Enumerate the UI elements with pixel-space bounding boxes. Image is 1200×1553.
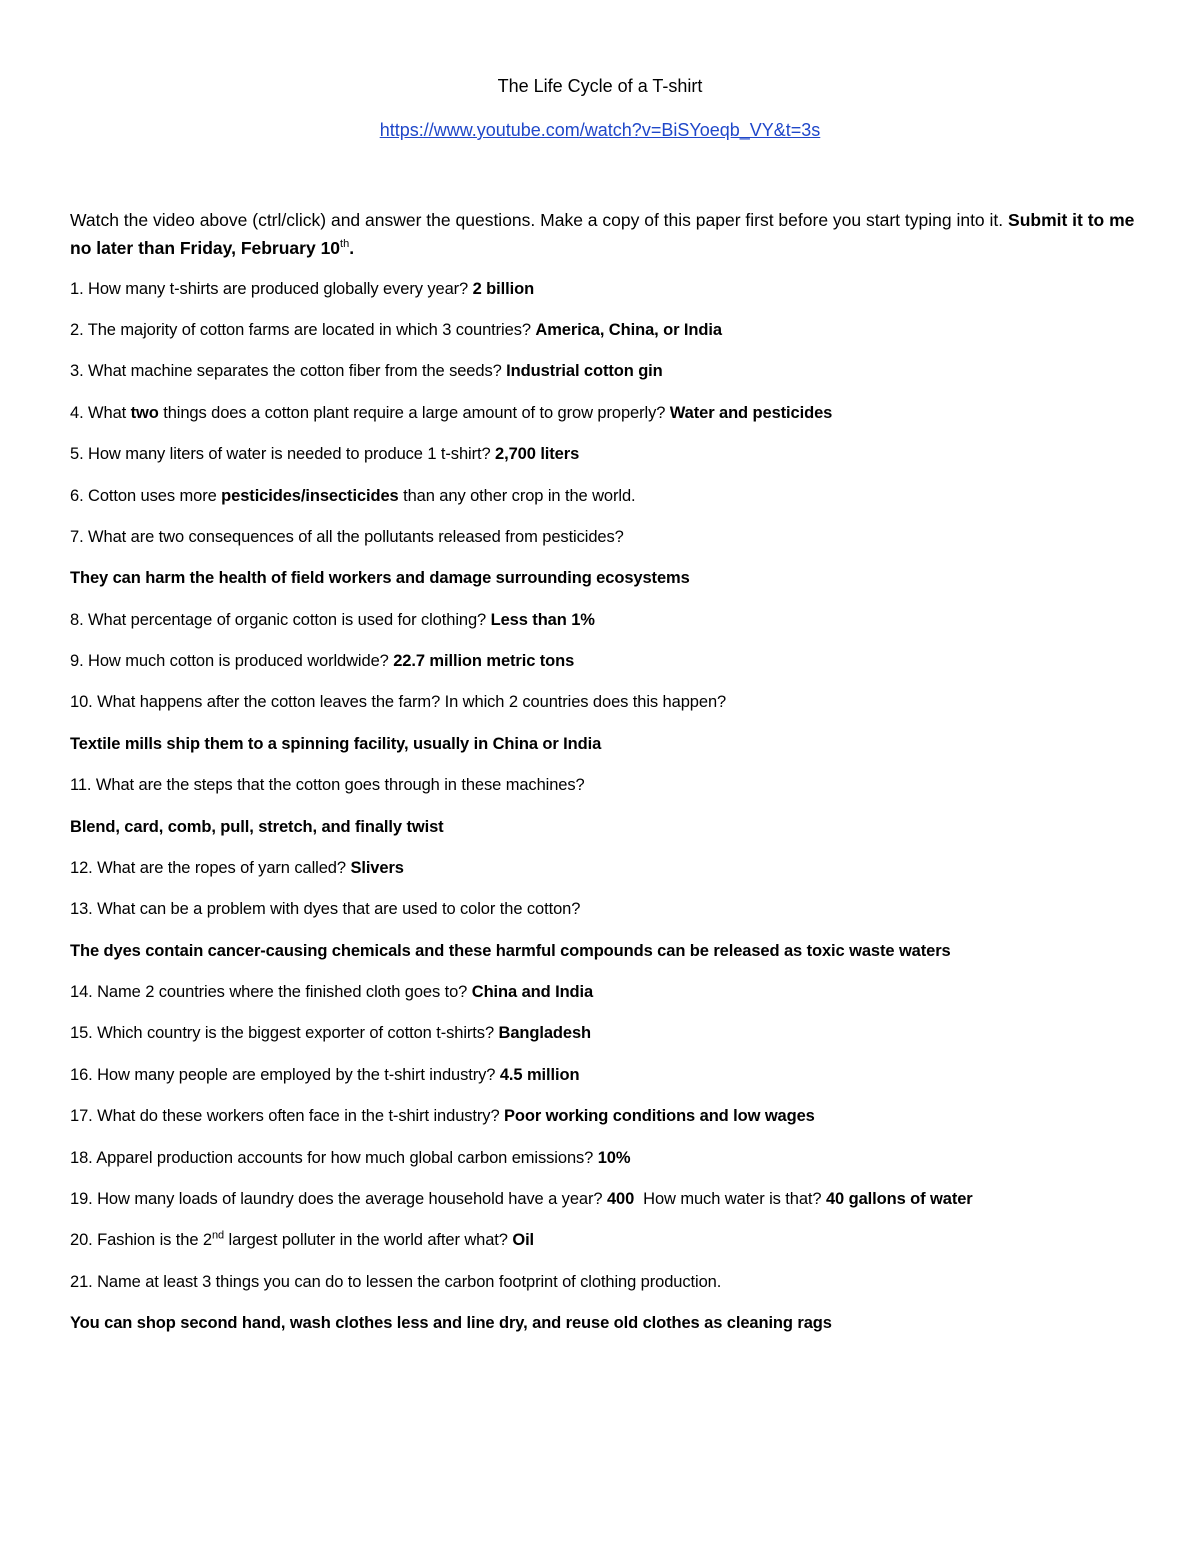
answer: 2 billion bbox=[472, 280, 535, 298]
answer: Oil bbox=[512, 1231, 535, 1249]
answer: Poor working conditions and low wages bbox=[504, 1107, 815, 1125]
qa-line-12 bbox=[70, 857, 1150, 879]
answer: America, China, or India bbox=[535, 321, 722, 339]
question: 15. Which country is the biggest exporter of cotton t-shirts? bbox=[70, 1024, 495, 1042]
answer-followup: 40 gallons of water bbox=[825, 1190, 973, 1208]
qa-line-19 bbox=[70, 1188, 1150, 1210]
question: 17. What do these workers often face in the t-shirt industry? bbox=[70, 1107, 500, 1125]
question: 3. What machine separates the cotton fiber from the seeds? bbox=[70, 362, 502, 380]
question: things does a cotton plant require a large amount of to grow properly? bbox=[163, 404, 666, 422]
question: largest polluter in the world after what? bbox=[228, 1231, 508, 1249]
instructions-deadline: Submit it to me no later than Friday, February 10 bbox=[70, 210, 1135, 258]
answer: 22.7 million metric tons bbox=[393, 652, 575, 670]
instructions-text: Watch the video above (ctrl/click) and answer the questions. Make a copy of this paper first before you start typing into it. bbox=[70, 210, 1004, 230]
question: 12. What are the ropes of yarn called? bbox=[70, 859, 346, 877]
answer: 10% bbox=[597, 1149, 631, 1167]
answer-line-11 bbox=[70, 816, 1150, 838]
answer: You can shop second hand, wash clothes less and line dry, and reuse old clothes as cleaning rags bbox=[70, 1314, 832, 1332]
question: 11. What are the steps that the cotton goes through in these machines? bbox=[70, 776, 585, 794]
deadline-ordinal: th bbox=[340, 238, 350, 251]
question: 1. How many t-shirts are produced globally every year? bbox=[70, 280, 469, 298]
question: 10. What happens after the cotton leaves the farm? In which 2 countries does this happen? bbox=[70, 693, 727, 711]
answer: 4.5 million bbox=[499, 1066, 580, 1084]
question: 9. How much cotton is produced worldwide? bbox=[70, 652, 389, 670]
question: 19. How many loads of laundry does the average household have a year? bbox=[70, 1190, 603, 1208]
qa-line-15 bbox=[70, 1022, 1150, 1044]
answer: Less than 1% bbox=[490, 611, 595, 629]
question-start: 20. Fashion is the 2 bbox=[70, 1231, 213, 1249]
question: 8. What percentage of organic cotton is used for clothing? bbox=[70, 611, 487, 629]
video-link[interactable]: https://www.youtube.com/watch?v=BiSYoeqb_VY&t=3s bbox=[379, 120, 821, 140]
question-start: 4. What bbox=[70, 404, 127, 422]
answer-line-7 bbox=[70, 567, 1150, 589]
qa-line-5 bbox=[70, 443, 1150, 465]
answer: Industrial cotton gin bbox=[506, 362, 663, 380]
question: 5. How many liters of water is needed to produce 1 t-shirt? bbox=[70, 445, 491, 463]
answer-line-10 bbox=[70, 733, 1150, 755]
answer: 400 bbox=[606, 1190, 635, 1208]
qa-line-8 bbox=[70, 609, 1150, 631]
qa-line-2 bbox=[70, 319, 1150, 341]
qa-line-13 bbox=[70, 898, 1150, 920]
answer: pesticides/insecticides bbox=[221, 487, 399, 505]
question: 13. What can be a problem with dyes that are used to color the cotton? bbox=[70, 900, 581, 918]
question: 7. What are two consequences of all the pollutants released from pesticides? bbox=[70, 528, 624, 546]
video-link-container bbox=[0, 118, 1200, 142]
qa-line-17 bbox=[70, 1105, 1150, 1127]
qa-line-10 bbox=[70, 691, 1150, 713]
answer-line-21 bbox=[70, 1312, 1150, 1334]
question-emphasis: two bbox=[130, 404, 159, 422]
question: 14. Name 2 countries where the finished cloth goes to? bbox=[70, 983, 468, 1001]
instructions bbox=[70, 206, 1140, 262]
qa-line-3 bbox=[70, 360, 1150, 382]
answer: Slivers bbox=[350, 859, 404, 877]
answer: Bangladesh bbox=[498, 1024, 592, 1042]
qa-line-6 bbox=[70, 485, 1150, 507]
qa-line-4 bbox=[70, 402, 1150, 424]
qa-line-18 bbox=[70, 1147, 1150, 1169]
qa-line-7 bbox=[70, 526, 1150, 548]
answer: They can harm the health of field workers and damage surrounding ecosystems bbox=[70, 569, 690, 587]
answer: China and India bbox=[471, 983, 594, 1001]
page-title: The Life Cycle of a T-shirt bbox=[497, 76, 703, 96]
answer: The dyes contain cancer-causing chemicals and these harmful compounds can be released as toxic waste waters bbox=[70, 942, 951, 960]
deadline-period: . bbox=[349, 238, 355, 258]
question: than any other crop in the world. bbox=[403, 487, 636, 505]
qa-line-14 bbox=[70, 981, 1150, 1003]
qa-line-16 bbox=[70, 1064, 1150, 1086]
answer: Textile mills ship them to a spinning facility, usually in China or India bbox=[70, 735, 602, 753]
answer: 2,700 liters bbox=[495, 445, 580, 463]
ordinal-suffix: nd bbox=[212, 1229, 225, 1242]
qa-line-11 bbox=[70, 774, 1150, 796]
question: 21. Name at least 3 things you can do to lessen the carbon footprint of clothing production. bbox=[70, 1273, 722, 1291]
question: 2. The majority of cotton farms are located in which 3 countries? bbox=[70, 321, 531, 339]
qa-line-21 bbox=[70, 1271, 1150, 1293]
answer: Blend, card, comb, pull, stretch, and finally twist bbox=[70, 818, 444, 836]
qa-line-9 bbox=[70, 650, 1150, 672]
qa-line-20 bbox=[70, 1229, 1150, 1251]
question: 18. Apparel production accounts for how much global carbon emissions? bbox=[70, 1149, 594, 1167]
answer: Water and pesticides bbox=[669, 404, 833, 422]
question-start: 6. Cotton uses more bbox=[70, 487, 217, 505]
answer-line-13 bbox=[70, 940, 1150, 962]
question: 16. How many people are employed by the t-shirt industry? bbox=[70, 1066, 496, 1084]
question-followup: How much water is that? bbox=[643, 1190, 822, 1208]
qa-line-1 bbox=[70, 278, 1150, 300]
